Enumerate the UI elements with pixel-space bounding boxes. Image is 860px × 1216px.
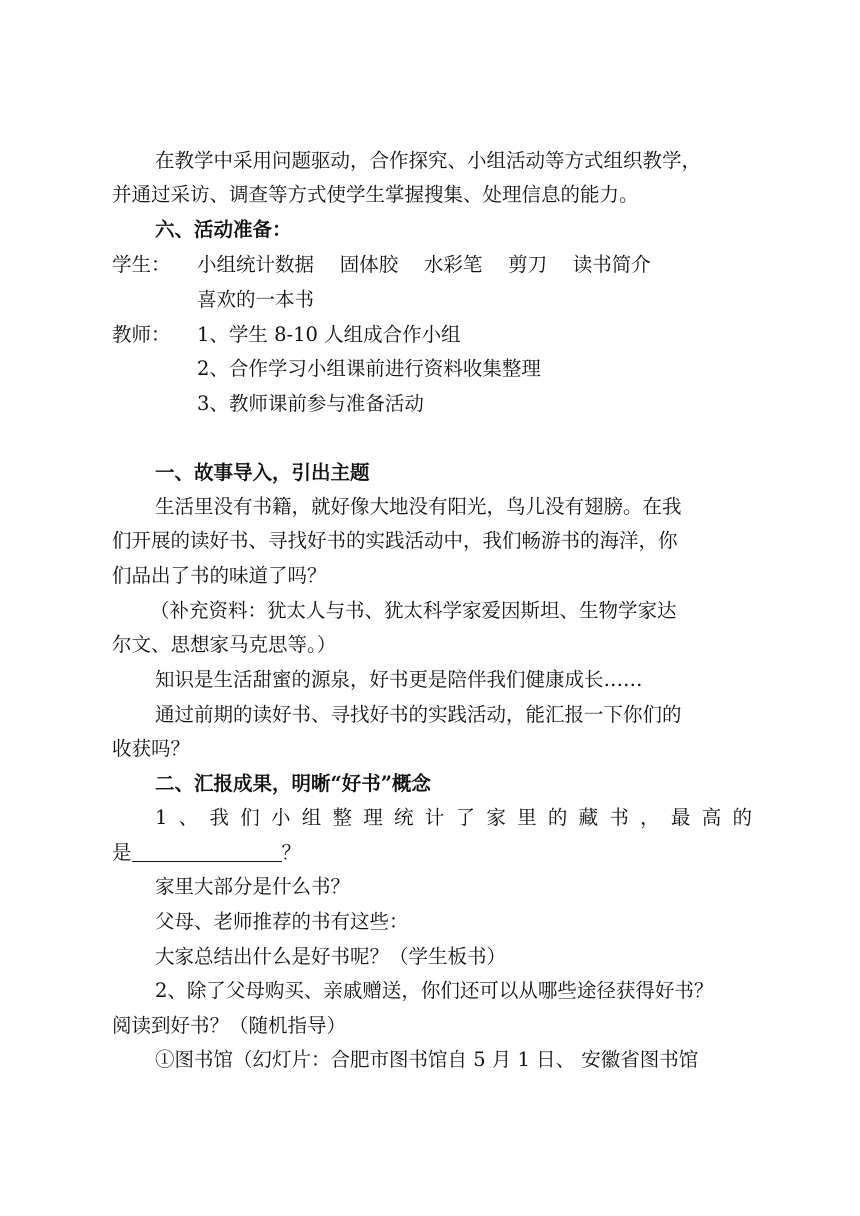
q1-char: 的 <box>547 806 568 829</box>
q1-prefix: 是 <box>112 841 132 864</box>
section2-heading: 二、汇报成果，明晰“好书”概念 <box>155 772 431 795</box>
question-6: ①图书馆（幻灯片：合肥市图书馆自 5 月 1 日、 安徽省图书馆 <box>155 1048 699 1071</box>
q1-char: 1 <box>155 806 168 829</box>
question-5-line2: 阅读到好书？（随机指导） <box>112 1014 347 1037</box>
question-3: 父母、老师推荐的书有这些： <box>155 910 409 933</box>
q1-char: 小 <box>270 806 291 829</box>
q1-char: 高 <box>701 806 722 829</box>
section1-p1-line2: 们开展的读好书、寻找好书的实践活动中，我们畅游书的海洋，你 <box>112 529 678 552</box>
question-1-line1 <box>155 801 752 835</box>
q1-char: 最 <box>670 806 691 829</box>
section1-p1-line3: 们品出了书的味道了吗？ <box>112 564 327 587</box>
q1-char: 家 <box>486 806 506 829</box>
question-5-line1: 2、除了父母购买、亲戚赠送，你们还可以从哪些途径获得好书？ <box>155 979 714 1002</box>
q1-char: 组 <box>301 806 322 829</box>
prep-heading: 六、活动准备： <box>155 218 292 241</box>
intro-line-2: 并通过采访、调查等方式使学生掌握搜集、处理信息的能力。 <box>112 183 639 206</box>
section1-heading: 一、故事导入，引出主题 <box>155 461 370 484</box>
student-items-2: 喜欢的一本书 <box>197 288 315 311</box>
section1-p2-line1: （补充资料：犹太人与书、犹太科学家爱因斯坦、生物学家达 <box>150 599 677 622</box>
question-2: 家里大部分是什么书？ <box>155 875 351 898</box>
intro-line-1: 在教学中采用问题驱动，合作探究、小组活动等方式组织教学， <box>155 149 702 172</box>
question-4: 大家总结出什么是好书呢？（学生板书） <box>155 945 507 968</box>
q1-char: 了 <box>455 806 476 829</box>
section1-p4-line2: 收获吗？ <box>112 737 191 760</box>
student-items: 小组统计数据 固体胶 水彩笔 剪刀 读书简介 <box>197 253 651 276</box>
q1-char: 统 <box>394 806 414 829</box>
q1-char: 里 <box>517 806 537 829</box>
section1-p3: 知识是生活甜蜜的源泉，好书更是陪伴我们健康成长…… <box>155 668 643 691</box>
q1-char: ， <box>640 806 660 829</box>
section1-p2-line2: 尔文、思想家马克思等。） <box>112 633 337 656</box>
student-label: 学生： <box>112 253 171 276</box>
teacher-item-3: 3、教师课前参与准备活动 <box>197 392 424 415</box>
q1-char: 藏 <box>578 806 599 829</box>
q1-char: 们 <box>240 806 260 829</box>
teacher-item-2: 2、合作学习小组课前进行资料收集整理 <box>197 357 541 380</box>
q1-suffix: ？ <box>281 841 302 864</box>
q1-char: 整 <box>332 806 353 829</box>
q1-char: 、 <box>178 806 199 829</box>
question-1-line2 <box>112 836 752 870</box>
q1-char: 书 <box>609 806 629 829</box>
section1-p4-line1: 通过前期的读好书、寻找好书的实践活动，能汇报一下你们的 <box>155 703 682 726</box>
q1-char: 计 <box>424 806 445 829</box>
teacher-item-1: 1、学生 8-10 人组成合作小组 <box>197 323 461 346</box>
q1-char: 的 <box>732 806 752 829</box>
q1-char: 理 <box>363 806 383 829</box>
section1-p1-line1: 生活里没有书籍，就好像大地没有阳光，鸟儿没有翅膀。在我 <box>155 495 682 518</box>
q1-char: 我 <box>209 806 229 829</box>
fill-in-blank <box>132 841 282 862</box>
teacher-label: 教师： <box>112 323 171 346</box>
